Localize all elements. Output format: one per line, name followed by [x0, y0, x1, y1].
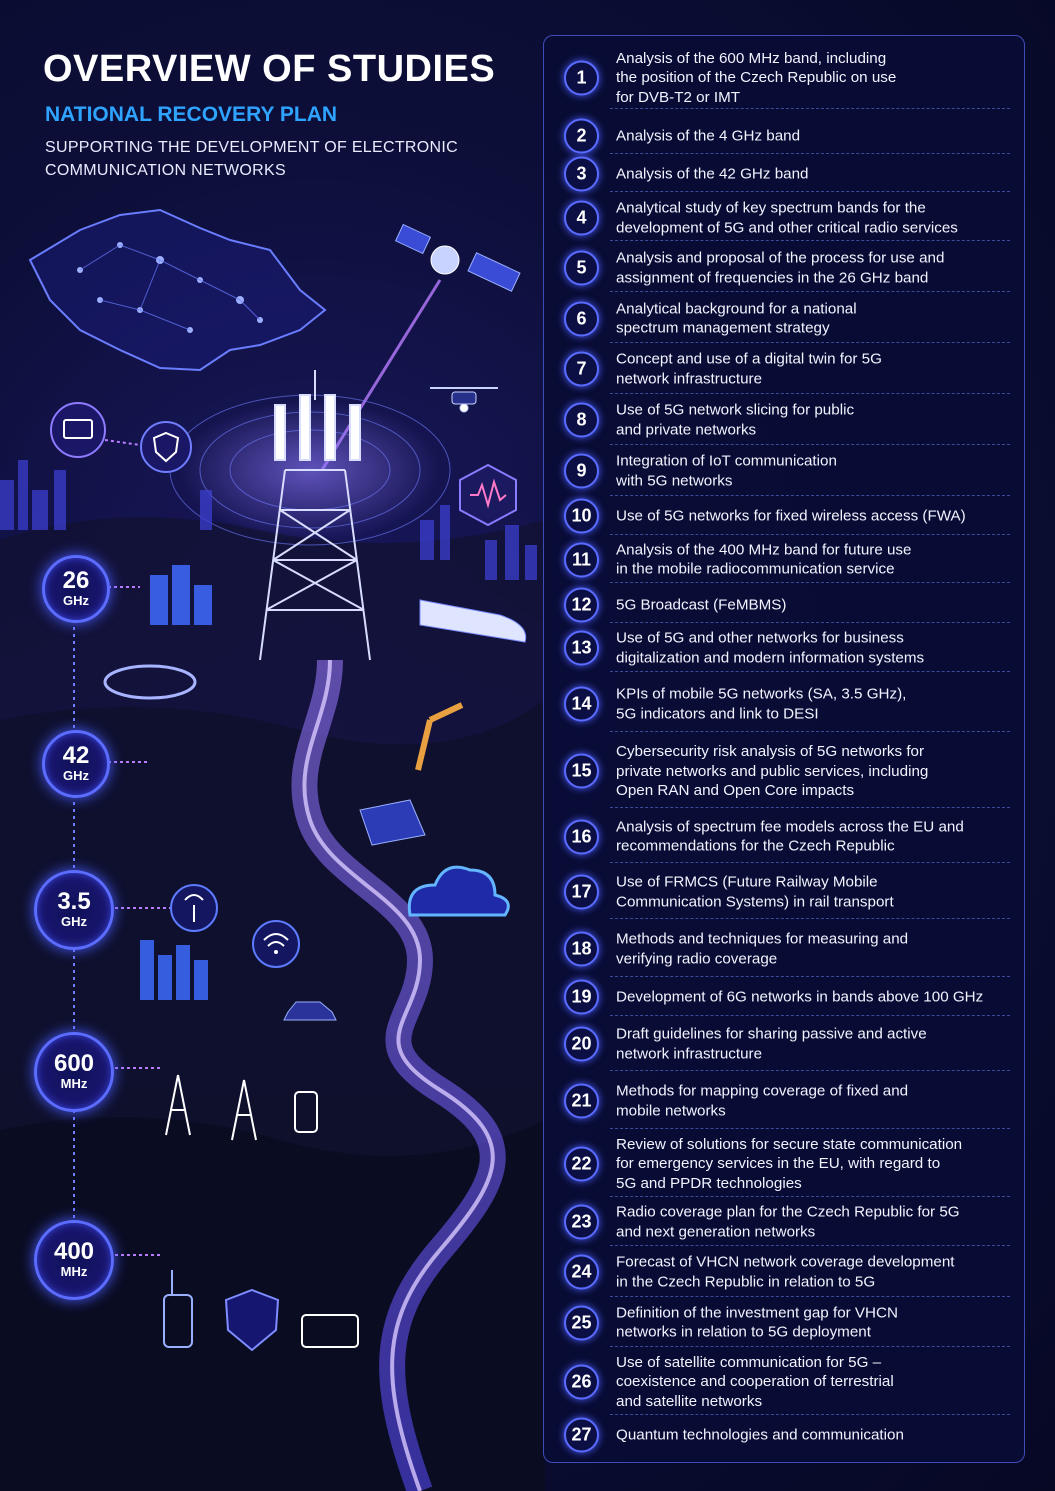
list-item — [544, 497, 1024, 535]
study-title: 5G Broadcast (FeMBMS) — [616, 595, 787, 613]
study-number: 5 — [564, 251, 599, 286]
study-number: 13 — [564, 631, 599, 666]
list-item — [544, 810, 1024, 863]
study-title: Draft guidelines for sharing passive and active network infrastructure — [616, 1025, 927, 1062]
list-item — [544, 1073, 1024, 1129]
band-value: 42 — [62, 742, 90, 769]
study-title: Development of 6G networks in bands above 100 GHz — [616, 988, 984, 1006]
study-number: 23 — [564, 1205, 599, 1240]
list-item — [544, 1198, 1024, 1246]
study-number: 20 — [564, 1027, 599, 1062]
study-number: 17 — [564, 875, 599, 910]
list-item — [544, 46, 1024, 109]
study-number: 26 — [564, 1364, 599, 1399]
study-number: 25 — [564, 1305, 599, 1340]
wifi-icon — [253, 921, 299, 967]
study-number: 7 — [564, 352, 599, 387]
study-title: Integration of IoT communication with 5G networks — [616, 452, 837, 489]
study-number: 24 — [564, 1255, 599, 1290]
study-number: 19 — [564, 980, 599, 1015]
list-item — [544, 865, 1024, 919]
study-title: Analytical background for a national spectrum management strategy — [616, 300, 857, 337]
study-number: 8 — [564, 403, 599, 438]
study-title: Use of 5G network slicing for public and private networks — [616, 401, 855, 438]
study-title: Definition of the investment gap for VHCN networks in relation to 5G deployment — [616, 1304, 898, 1341]
list-item — [544, 117, 1024, 154]
study-title: Concept and use of a digital twin for 5G network infrastructure — [616, 350, 882, 387]
band-value: 400 — [53, 1238, 95, 1265]
study-number: 6 — [564, 301, 599, 336]
study-number: 27 — [564, 1418, 599, 1453]
band-label-600mhz — [34, 1032, 114, 1112]
list-item — [544, 1247, 1024, 1297]
study-title: Radio coverage plan for the Czech Republic for 5G and next generation networks — [616, 1203, 960, 1240]
study-title: Review of solutions for secure state communication for emergency services in the EU, with regard to 5G and PPDR technologies — [616, 1135, 963, 1192]
list-item — [544, 155, 1024, 192]
list-item — [544, 1298, 1024, 1347]
shield-icon — [141, 422, 191, 472]
study-number: 11 — [564, 542, 599, 577]
study-number: 22 — [564, 1146, 599, 1181]
study-title: Cybersecurity risk analysis of 5G networks for private networks and public services, including Open RAN and Open Core impacts — [616, 742, 929, 799]
study-title: Methods for mapping coverage of fixed and mobile networks — [616, 1082, 909, 1119]
list-item — [544, 395, 1024, 445]
study-title: Analysis of the 400 MHz band for future use in the mobile radiocommunication service — [616, 541, 912, 578]
list-item — [544, 294, 1024, 343]
band-value: 26 — [62, 567, 90, 594]
band-unit: GHz — [63, 593, 89, 608]
tv-icon — [51, 403, 105, 457]
band-label-42ghz — [42, 730, 110, 798]
study-title: Use of satellite communication for 5G – coexistence and cooperation of terrestrial and satellite networks — [616, 1353, 894, 1410]
study-title: Analytical study of key spectrum bands for the development of 5G and other critical radio services — [616, 199, 958, 236]
drone-icon — [430, 388, 498, 412]
study-title: Forecast of VHCN network coverage development in the Czech Republic in relation to 5G — [616, 1253, 955, 1290]
band-label-26ghz — [42, 555, 110, 623]
study-number: 21 — [564, 1084, 599, 1119]
study-title: Methods and techniques for measuring and verifying radio coverage — [616, 930, 909, 967]
study-number: 4 — [564, 201, 599, 236]
list-item — [544, 978, 1024, 1016]
list-item — [544, 586, 1024, 623]
list-item — [544, 195, 1024, 241]
study-title: Use of 5G networks for fixed wireless access (FWA) — [616, 507, 966, 525]
study-number: 12 — [564, 587, 599, 622]
band-label-400mhz — [34, 1220, 114, 1300]
list-item — [544, 676, 1024, 732]
list-item — [544, 921, 1024, 977]
list-item — [544, 244, 1024, 292]
study-title: KPIs of mobile 5G networks (SA, 3.5 GHz), 5G indicators and link to DESI — [616, 685, 907, 722]
study-number: 18 — [564, 932, 599, 967]
study-title: Analysis of spectrum fee models across the EU and recommendations for the Czech Republic — [616, 818, 964, 855]
band-unit: MHz — [60, 1076, 88, 1091]
czech-map-graphic — [30, 210, 325, 370]
list-item — [544, 734, 1024, 808]
study-title: Analysis of the 4 GHz band — [616, 126, 801, 144]
list-item — [544, 446, 1024, 496]
band-value: 3.5 — [57, 888, 91, 915]
list-item — [544, 536, 1024, 583]
list-item — [544, 344, 1024, 394]
list-item — [544, 1416, 1024, 1454]
study-number: 1 — [564, 60, 599, 95]
list-item — [544, 1130, 1024, 1197]
list-item — [544, 1348, 1024, 1415]
study-number: 15 — [564, 754, 599, 789]
list-item — [544, 624, 1024, 672]
studies-panel — [543, 35, 1025, 1463]
band-unit: GHz — [61, 914, 87, 929]
list-item — [544, 1017, 1024, 1071]
antenna-signal-icon — [171, 885, 217, 931]
study-title: Quantum technologies and communication — [616, 1426, 904, 1444]
band-value: 600 — [53, 1050, 95, 1077]
page-tagline: SUPPORTING THE DEVELOPMENT OF ELECTRONIC COMMUNICATION NETWORKS — [45, 139, 458, 179]
study-title: Analysis of the 42 GHz band — [616, 164, 809, 182]
band-unit: MHz — [60, 1264, 88, 1279]
study-number: 9 — [564, 454, 599, 489]
study-title: Use of FRMCS (Future Railway Mobile Communication Systems) in rail transport — [616, 873, 894, 910]
page-subtitle: NATIONAL RECOVERY PLAN — [45, 103, 338, 126]
page-title: OVERVIEW OF STUDIES — [43, 48, 496, 90]
study-number: 10 — [564, 499, 599, 534]
study-title: Analysis and proposal of the process for use and assignment of frequencies in the 26 GHz band — [616, 249, 945, 286]
study-number: 3 — [564, 156, 599, 191]
band-unit: GHz — [63, 768, 89, 783]
study-title: Use of 5G and other networks for business digitalization and modern information systems — [616, 629, 925, 666]
band-label-3-5ghz — [34, 870, 114, 950]
study-number: 14 — [564, 687, 599, 722]
study-number: 2 — [564, 118, 599, 153]
study-number: 16 — [564, 819, 599, 854]
study-title: Analysis of the 600 MHz band, including the position of the Czech Republic on use for DVB-T2 or IMT — [616, 49, 897, 106]
